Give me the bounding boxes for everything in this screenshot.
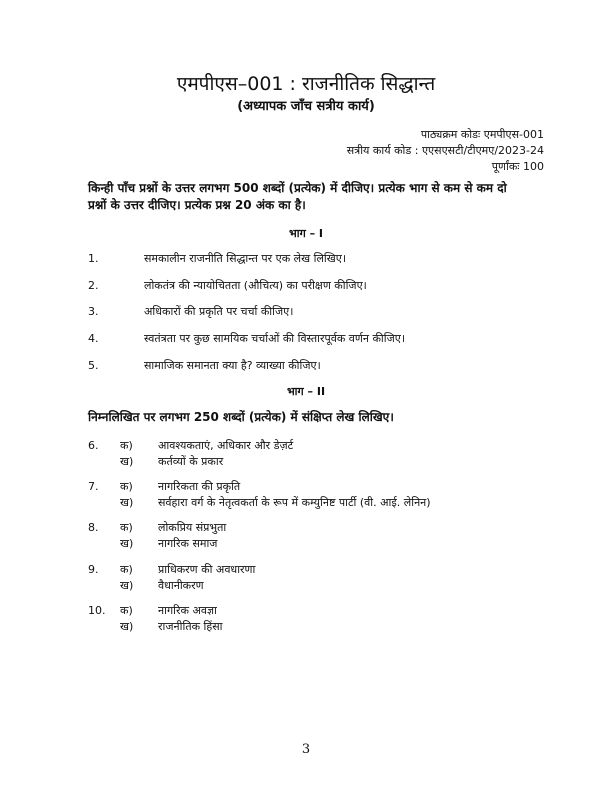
option-text: कर्तव्यों के प्रकार: [158, 455, 224, 468]
question-text: लोकतंत्र की न्यायोचितता (औचित्य) का परीक्षण कीजिए।: [144, 279, 367, 292]
section-heading-2: भाग – II: [286, 385, 326, 398]
section2-instruction: निम्नलिखित पर लगभग 250 शब्दों (प्रत्येक) में संक्षिप्त लेख लिखिए।: [88, 410, 394, 424]
question-text: समकालीन राजनीति सिद्धान्त पर एक लेख लिखिए।: [144, 252, 347, 265]
option-text: वैधानीकरण: [158, 579, 204, 592]
option-text: राजनीतिक हिंसा: [158, 620, 223, 633]
section-heading-1: भाग – I: [288, 227, 324, 240]
question-number: 9.: [88, 563, 99, 576]
question-text: सामाजिक समानता क्या है? व्याख्या कीजिए।: [144, 359, 321, 372]
option-label: क): [120, 563, 133, 576]
question-item: [88, 331, 405, 346]
option-label: ख): [120, 455, 134, 468]
page-title: एमपीएस–001 : राजनीतिक सिद्धान्त: [176, 73, 436, 95]
question-number: 3.: [88, 305, 99, 318]
question-item: [88, 304, 293, 319]
question-text: स्वतंत्रता पर कुछ सामयिक चर्चाओं की विस्तारपूर्वक वर्णन कीजिए।: [144, 332, 406, 345]
question-group: [88, 520, 226, 552]
question-group: [88, 562, 255, 594]
instructions: किन्ही पाँच प्रश्नों के उत्तर लगभग 500 शब्दों (प्रत्येक) में दीजिए। प्रत्येक भाग से कम से कम दो प्रश्नों के उत्तर दीजिए। प्रत्येक प्रश्न 20 अंक का है।: [88, 181, 507, 212]
question-group: [88, 479, 431, 511]
option-label: क): [120, 521, 133, 534]
question-item: [88, 358, 321, 373]
option-label: ख): [120, 496, 134, 509]
question-item: [88, 278, 367, 293]
question-group: [88, 603, 223, 635]
question-text: अधिकारों की प्रकृति पर चर्चा कीजिए।: [144, 305, 294, 318]
question-number: 2.: [88, 279, 99, 292]
option-text: नागरिक अवज्ञा: [158, 604, 217, 617]
option-label: क): [120, 439, 133, 452]
option-text: लोकप्रिय संप्रभुता: [158, 521, 227, 534]
option-text: नागरिकता की प्रकृति: [158, 480, 241, 493]
course-code: पाठ्यक्रम कोडः एमपीएस-001: [420, 128, 544, 141]
option-label: ख): [120, 537, 134, 550]
assignment-code: सत्रीय कार्य कोड : एएसएसटी/टीएमए/2023-24: [346, 144, 544, 157]
page-number: 3: [301, 742, 311, 757]
question-number: 5.: [88, 359, 99, 372]
option-label: ख): [120, 579, 134, 592]
option-text: प्राधिकरण की अवधारणा: [158, 563, 256, 576]
question-group: [88, 438, 293, 470]
option-label: ख): [120, 620, 134, 633]
question-number: 6.: [88, 439, 99, 452]
question-number: 4.: [88, 332, 99, 345]
question-number: 7.: [88, 480, 99, 493]
question-item: [88, 251, 346, 266]
option-text: नागरिक समाज: [158, 537, 218, 550]
page-subtitle: (अध्यापक जाँच सत्रीय कार्य): [237, 99, 375, 114]
option-label: क): [120, 480, 133, 493]
option-text: आवश्यकताएं, अधिकार और डेज़र्ट: [158, 439, 294, 452]
option-text: सर्वहारा वर्ग के नेतृत्वकर्ता के रूप में कम्युनिष्ट पार्टी (वी. आई. लेनिन): [158, 496, 431, 509]
question-number: 1.: [88, 252, 99, 265]
course-meta: [347, 127, 544, 175]
option-label: क): [120, 604, 133, 617]
question-number: 10.: [88, 604, 106, 617]
total-marks: पूर्णांकः 100: [491, 160, 544, 173]
question-number: 8.: [88, 521, 99, 534]
